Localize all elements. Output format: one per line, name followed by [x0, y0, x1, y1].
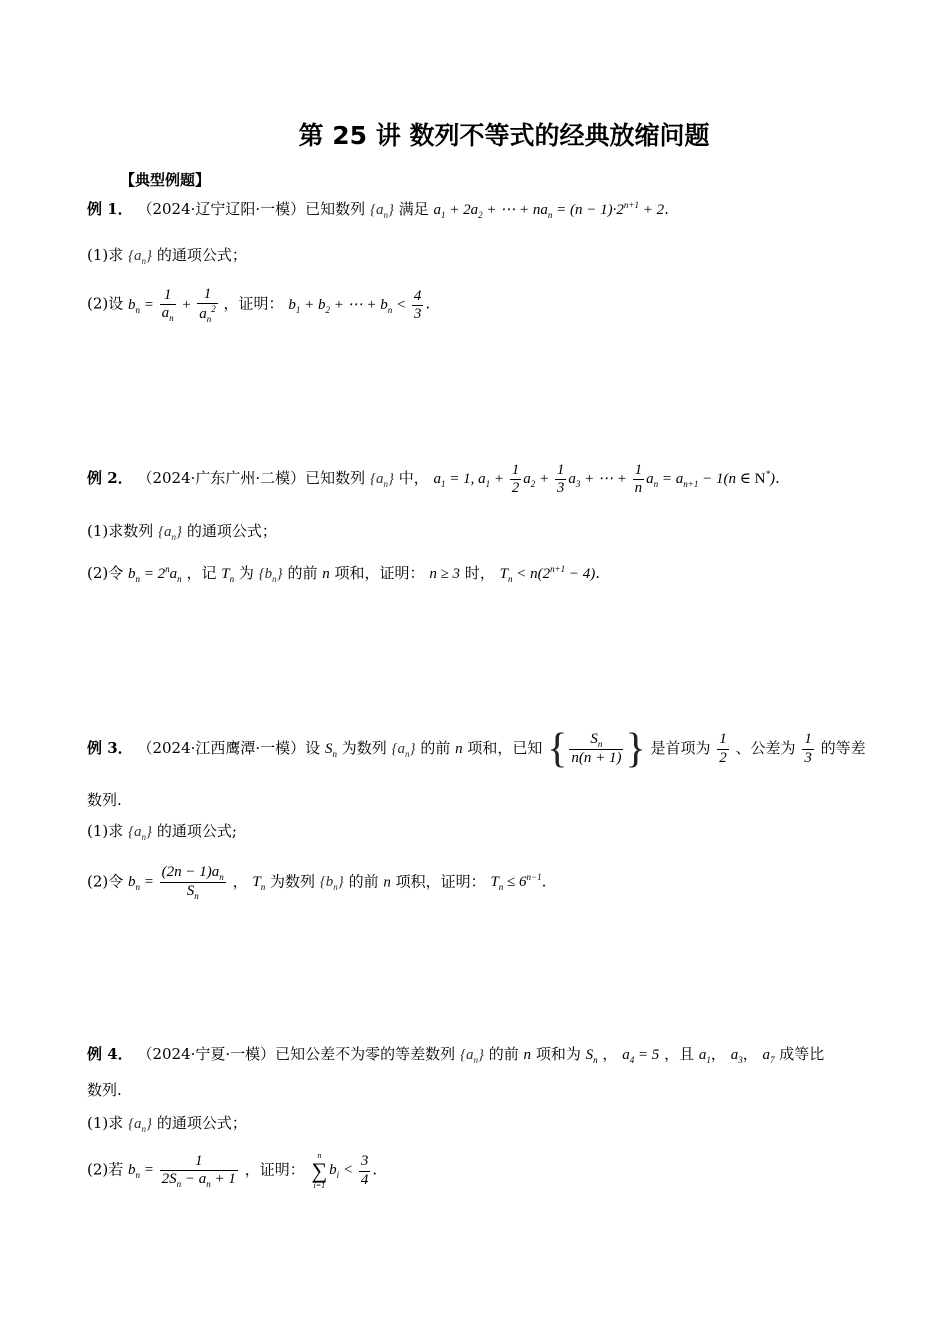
page-title: 第 25 讲 数列不等式的经典放缩问题 — [298, 121, 710, 150]
example-3-part-2: (2)令 $b_n$ = $\frac{(2n - 1)a_n}{S_n}$ ， $T_n$ 为数列 $\{b_n\}$ 的前 n 项积，证明： $T_n \le 6^{n-1}$. — [87, 864, 547, 902]
condition-text: 中， — [398, 469, 429, 488]
part-mid: ，证明： — [223, 294, 284, 313]
formula: n — [523, 1047, 532, 1063]
part-prefix: (1)求 — [87, 822, 124, 840]
formula: $S_n$ — [585, 1047, 598, 1065]
part-mid: 的前 — [420, 739, 451, 757]
sequence-a-symbol: $\{a_n\}$ — [369, 202, 394, 220]
sequence-a-symbol: $\{a_n\}$ — [128, 248, 153, 266]
formula: n — [383, 874, 391, 891]
example-label: 例 4． — [87, 1045, 133, 1063]
formula: $b_n$ = $\frac{1}{2S_n - a_n + 1}$ — [128, 1152, 236, 1189]
sequence-a-symbol: $\{a_n\}$ — [369, 471, 394, 490]
formula: $S_n$ — [324, 741, 337, 759]
part-prefix: (2)设 — [87, 294, 124, 313]
part-suffix: 的通项公式； — [156, 1114, 247, 1132]
example-1-part-1 — [87, 246, 247, 267]
sequence-a-symbol: $\{a_n\}$ — [128, 1116, 153, 1134]
part-mid: 的前 — [287, 564, 318, 582]
part-mid: 的等差 — [820, 739, 866, 757]
example-3-line-2: 数列. — [87, 791, 122, 809]
example-4-line-2: 数列. — [87, 1081, 122, 1099]
part-prefix: (1)求数列 — [87, 522, 154, 540]
formula: $b_1 + b_2$ + ⋯ + $b_n$ < $\frac{4}{3}$ — [288, 287, 422, 322]
sequence-a-symbol: $\{a_n\}$ — [158, 524, 183, 542]
example-label: 例 2． — [87, 469, 133, 488]
part-mid: ， — [232, 872, 248, 891]
part-mid: 时， — [464, 564, 495, 582]
formula: $b_n$ = $\frac{1}{a_n}$ + $\frac{1}{a_n^2}$ — [128, 286, 216, 325]
formula: $a_3$ — [730, 1047, 743, 1065]
example-1-statement: 例 1． （2024·辽宁辽阳·一模）已知数列 $\{a_n\}$ 满足 $a_1 + 2a_2$ + ⋯ + $na_n = (n - 1)\cdot 2^{n+1} + 2$. — [87, 200, 669, 220]
part-prefix: (1)求 — [87, 1114, 124, 1132]
formula: $T_n < n(2^{n+1} - 4)$ — [499, 564, 596, 584]
formula: $b_n$ = $\frac{(2n - 1)a_n}{S_n}$ — [128, 864, 224, 902]
formula: $T_n$ — [252, 874, 266, 893]
part-suffix: 的通项公式; — [156, 822, 237, 840]
formula: $a_7$ — [762, 1047, 775, 1065]
sequence-a-symbol: $\{a_n\}$ — [128, 824, 153, 842]
formula: $a_1 = 1$, $a_1$ + $\frac{1}{2}$ $a_2$ + $\frac{1}{3}$ $a_3$ + ⋯ + $\frac{1}{n}$ $a_n = a_{n+1} - 1(n$ ∈ N*) — [433, 462, 775, 497]
fraction-one-third: $\frac{1}{3}$ — [804, 731, 812, 766]
formula: n ≥ 3 — [429, 566, 461, 582]
sequence-b-symbol: $\{b_n\}$ — [319, 874, 344, 893]
formula: $a_4 = 5$ — [622, 1047, 660, 1065]
example-2-part-2: (2)令 $b_n = 2^na_n$ ，记 $T_n$ 为 $\{b_n\}$ 的前 n 项和，证明： n ≥ 3 时， $T_n < n(2^{n+1} - 4)$. — [87, 564, 601, 584]
part-mid: 成等比 — [779, 1045, 825, 1063]
section-label: 【典型例题】 — [120, 171, 211, 189]
example-3-part-1 — [87, 822, 237, 843]
part-mid: 的前 — [348, 872, 379, 891]
source-text: （2024·江西鹰潭·一模）设 — [137, 739, 321, 757]
source-text: （2024·辽宁辽阳·一模）已知数列 — [137, 200, 366, 218]
source-text: （2024·宁夏·一模）已知公差不为零的等差数列 — [137, 1045, 456, 1063]
example-label: 例 3． — [87, 739, 133, 757]
sequence-a-symbol: $\{a_n\}$ — [459, 1047, 484, 1065]
part-mid: ， — [602, 1045, 618, 1063]
part-mid: 项和，证明： — [334, 564, 425, 582]
separator: ， — [710, 1045, 726, 1063]
example-4-statement — [87, 1045, 824, 1066]
part-mid: 是首项为 — [650, 739, 711, 757]
part-prefix: (2)令 — [87, 564, 124, 582]
part-suffix: 的通项公式； — [156, 246, 247, 264]
part-mid: 、公差为 — [735, 739, 796, 757]
part-mid: ，记 — [186, 564, 217, 582]
part-mid: ，且 — [664, 1045, 695, 1063]
example-2-statement: 例 2． （2024·广东广州·二模）已知数列 $\{a_n\}$ 中， $a_1 = 1$, $a_1$ + $\frac{1}{2}$ $a_2$ + $\frac{1}{3}$ $a_3$ + ⋯ + $\frac{1}{n}$ $a_n = a_{n+1} - 1(n$ ∈ N*). — [87, 462, 780, 497]
example-label: 例 1． — [87, 200, 133, 218]
formula: $b_n = 2^na_n$ — [128, 564, 182, 584]
part-suffix: 的通项公式； — [186, 522, 277, 540]
sequence-b-symbol: $\{b_n\}$ — [258, 566, 283, 584]
formula: $T_n \le 6^{n-1}$ — [490, 872, 542, 893]
part-mid: ，证明： — [244, 1160, 305, 1179]
example-2-part-1 — [87, 522, 277, 543]
part-prefix: (2)若 — [87, 1160, 124, 1179]
formula: $T_n$ — [221, 566, 235, 584]
example-4-part-2: (2)若 $b_n$ = $\frac{1}{2S_n - a_n + 1}$ ，证明： n ∑ i=1 $b_i$ < $\frac{3}{4}$ . — [87, 1151, 378, 1190]
sequence-a-symbol: $\{a_n\}$ — [391, 741, 416, 759]
part-mid: 为数列 — [269, 872, 315, 891]
part-mid: 的前 — [488, 1045, 519, 1063]
formula: n — [455, 741, 463, 757]
source-text: （2024·广东广州·二模）已知数列 — [137, 469, 366, 488]
formula: $a_1$ — [698, 1047, 711, 1065]
part-prefix: (1)求 — [87, 246, 124, 264]
condition-text: 满足 — [398, 200, 429, 218]
formula: n ∑ i=1 $b_i$ < $\frac{3}{4}$ — [311, 1151, 369, 1190]
part-mid: 项积，证明： — [395, 872, 486, 891]
part-mid: 项和为 — [535, 1045, 581, 1063]
fraction-one-half: $\frac{1}{2}$ — [719, 731, 727, 766]
formula: { $\frac{S_n}{n(n + 1)}$ } — [547, 726, 646, 772]
part-mid: 为 — [238, 564, 254, 582]
part-prefix: (2)令 — [87, 872, 124, 891]
example-4-part-1 — [87, 1114, 247, 1135]
formula: n — [322, 566, 330, 582]
example-3-statement — [87, 728, 866, 770]
example-1-part-2: (2)设 $b_n$ = $\frac{1}{a_n}$ + $\frac{1}{a_n^2}$ ，证明： $b_1 + b_2$ + ⋯ + $b_n$ < $\frac{4}{3}$ . — [87, 286, 431, 325]
formula: $a_1 + 2a_2$ + ⋯ + $na_n = (n - 1)\cdot 2^{n+1} + 2$ — [433, 200, 665, 220]
part-mid: 为数列 — [341, 739, 387, 757]
part-mid: 项和，已知 — [467, 739, 543, 757]
separator: ， — [742, 1045, 758, 1063]
